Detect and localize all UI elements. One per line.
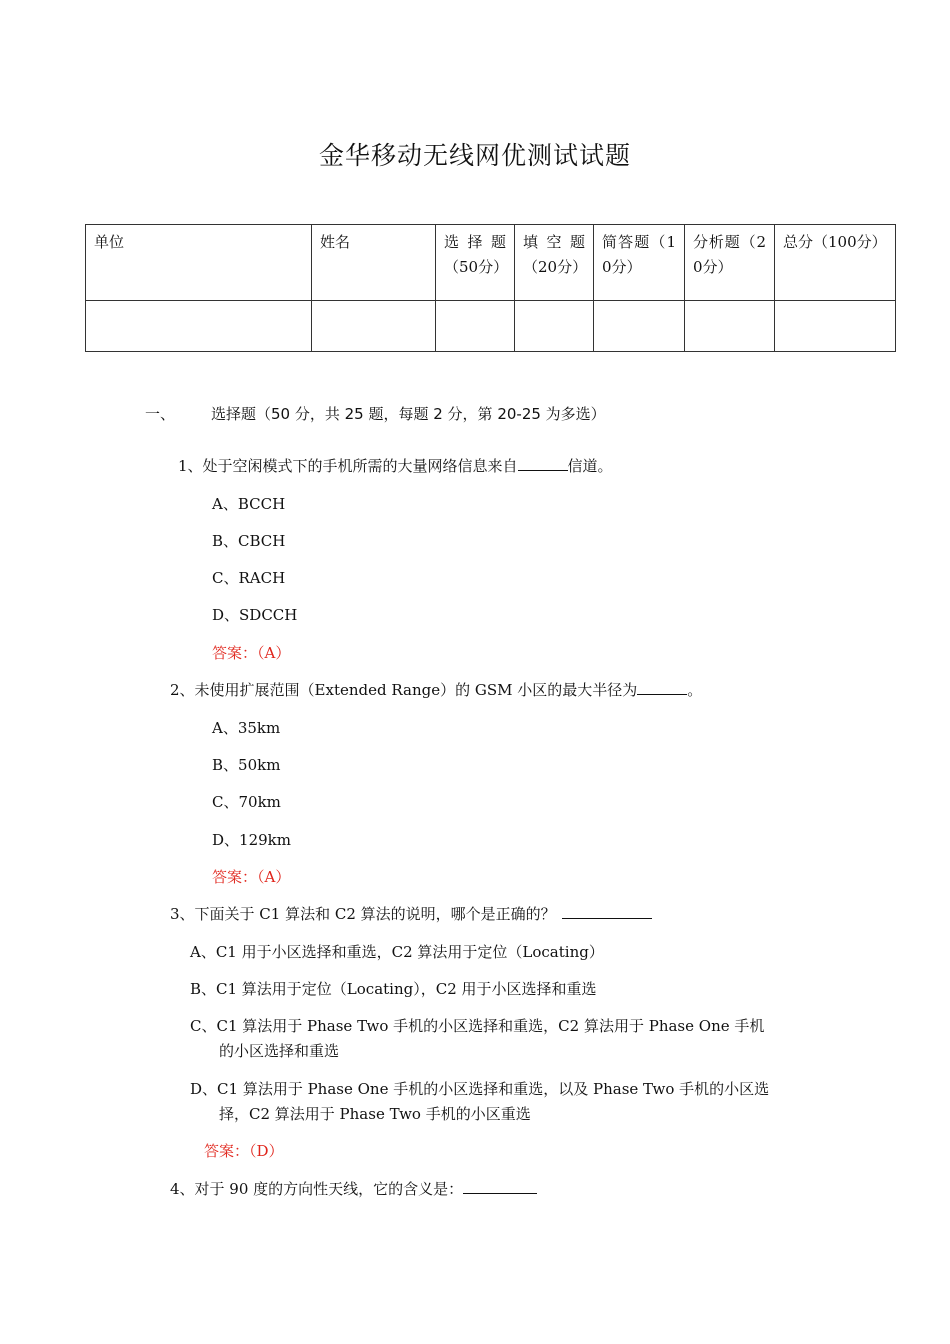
page-title: 金华移动无线网优测试试题 bbox=[318, 141, 631, 170]
header-unit: 单位 bbox=[86, 225, 312, 301]
question-2-stem-end: 。 bbox=[687, 681, 703, 699]
cell-name[interactable] bbox=[312, 301, 436, 352]
option-3d-cont: 择，C2 算法用于 Phase Two 手机的小区重选 bbox=[219, 1105, 531, 1123]
question-4 bbox=[170, 1178, 537, 1199]
answer-blank bbox=[518, 456, 568, 471]
header-analysis: 分析题（20分） bbox=[685, 225, 775, 301]
cell-short-score[interactable] bbox=[594, 301, 685, 352]
cell-analysis-score[interactable] bbox=[685, 301, 775, 352]
answer-2: 答案：（A） bbox=[212, 868, 291, 886]
table-entry-row bbox=[86, 301, 896, 352]
option-1d: D、SDCCH bbox=[212, 606, 298, 624]
question-1 bbox=[178, 455, 613, 476]
question-1-stem: 1、处于空闲模式下的手机所需的大量网络信息来自 bbox=[178, 457, 518, 475]
option-3d: D、C1 算法用于 Phase One 手机的小区选择和重选，以及 Phase Two 手机的小区选 bbox=[190, 1080, 770, 1098]
answer-1: 答案：（A） bbox=[212, 644, 291, 662]
cell-fill-score[interactable] bbox=[515, 301, 594, 352]
cell-choice-score[interactable] bbox=[436, 301, 515, 352]
header-short: 简答题（10分） bbox=[594, 225, 685, 301]
answer-blank bbox=[562, 904, 652, 919]
header-choice: 选择题（50分） bbox=[436, 225, 515, 301]
question-4-stem: 4、对于 90 度的方向性天线，它的含义是： bbox=[170, 1180, 464, 1198]
score-table bbox=[85, 224, 896, 352]
question-3 bbox=[170, 903, 652, 924]
table-header-row bbox=[86, 225, 896, 301]
section-heading: 选择题（50 分，共 25 题，每题 2 分，第 20-25 为多选） bbox=[211, 405, 606, 423]
option-1a: A、BCCH bbox=[212, 495, 286, 513]
answer-blank bbox=[637, 680, 687, 695]
option-3a: A、C1 用于小区选择和重选，C2 算法用于定位（Locating） bbox=[190, 943, 604, 961]
option-3c-cont: 的小区选择和重选 bbox=[219, 1042, 340, 1060]
cell-unit[interactable] bbox=[86, 301, 312, 352]
cell-total-score[interactable] bbox=[775, 301, 896, 352]
option-2d: D、129km bbox=[212, 831, 291, 849]
option-1c: C、RACH bbox=[212, 569, 286, 587]
option-2c: C、70km bbox=[212, 793, 281, 811]
option-1b: B、CBCH bbox=[212, 532, 286, 550]
question-3-stem: 3、下面关于 C1 算法和 C2 算法的说明，哪个是正确的？ bbox=[170, 905, 556, 923]
header-total: 总分（100分） bbox=[775, 225, 896, 301]
question-2-stem: 2、未使用扩展范围（Extended Range）的 GSM 小区的最大半径为 bbox=[170, 681, 638, 699]
section-number: 一、 bbox=[145, 405, 176, 423]
question-1-stem-end: 信道。 bbox=[567, 457, 613, 475]
option-3b: B、C1 算法用于定位（Locating），C2 用于小区选择和重选 bbox=[190, 980, 597, 998]
header-name: 姓名 bbox=[312, 225, 436, 301]
answer-blank bbox=[463, 1179, 537, 1194]
option-2b: B、50km bbox=[212, 756, 281, 774]
header-fill: 填空题（20分） bbox=[515, 225, 594, 301]
question-2 bbox=[170, 679, 702, 700]
option-3c: C、C1 算法用于 Phase Two 手机的小区选择和重选，C2 算法用于 Phase One 手机 bbox=[190, 1017, 765, 1035]
answer-3: 答案：（D） bbox=[204, 1142, 284, 1160]
option-2a: A、35km bbox=[212, 719, 281, 737]
